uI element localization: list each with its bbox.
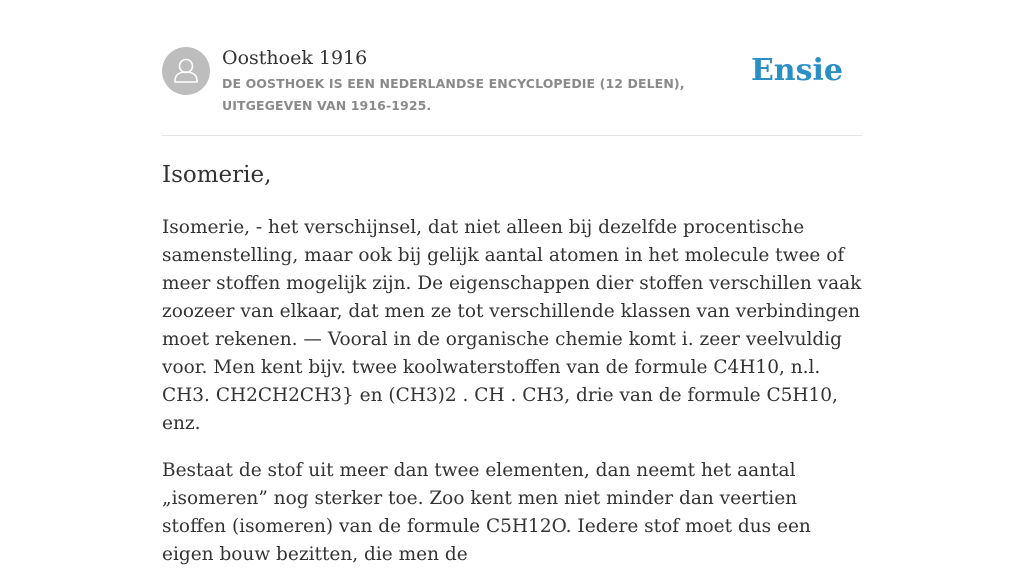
- article: [162, 158, 864, 588]
- article-title: Isomerie,: [162, 162, 272, 188]
- avatar[interactable]: [162, 47, 210, 95]
- ensie-logo[interactable]: Ensie: [750, 53, 843, 88]
- article-paragraph: Bestaat de stof uit meer dan twee elementen, dan neemt het aantal „isomeren” nog sterker toe. Zoo kent men niet minder dan veertien stoffen (isomeren) van de formule C5H12O. Iedere stof moet dus een eigen bouw bezitten, die men de: [162, 460, 811, 565]
- header-divider: [162, 135, 862, 136]
- user-icon: [162, 47, 210, 95]
- source-title[interactable]: Oosthoek 1916: [222, 47, 368, 69]
- source-description: DE OOSTHOEK IS EEN NEDERLANDSE ENCYCLOPEDIE (12 DELEN), UITGEGEVEN VAN 1916-1925.: [222, 76, 685, 113]
- article-paragraph: Isomerie, - het verschijnsel, dat niet alleen bij dezelfde procentische samenstelling, maar ook bij gelijk aantal atomen in het molecule twee of meer stoffen mogelijk zijn. De eigenschappen dier stoffen verschillen vaak zoozeer van elkaar, dat men ze tot verschillende klassen van verbindingen moet rekenen. — Vooral in de organische chemie komt i. zeer veelvuldig voor. Men kent bijv. twee koolwaterstoffen van de formule C4H10, n.l. CH3. CH2CH2CH3} en (CH3)2 . CH . CH3, drie van de formule C5H10, enz.: [162, 217, 862, 434]
- source-header: [162, 44, 862, 120]
